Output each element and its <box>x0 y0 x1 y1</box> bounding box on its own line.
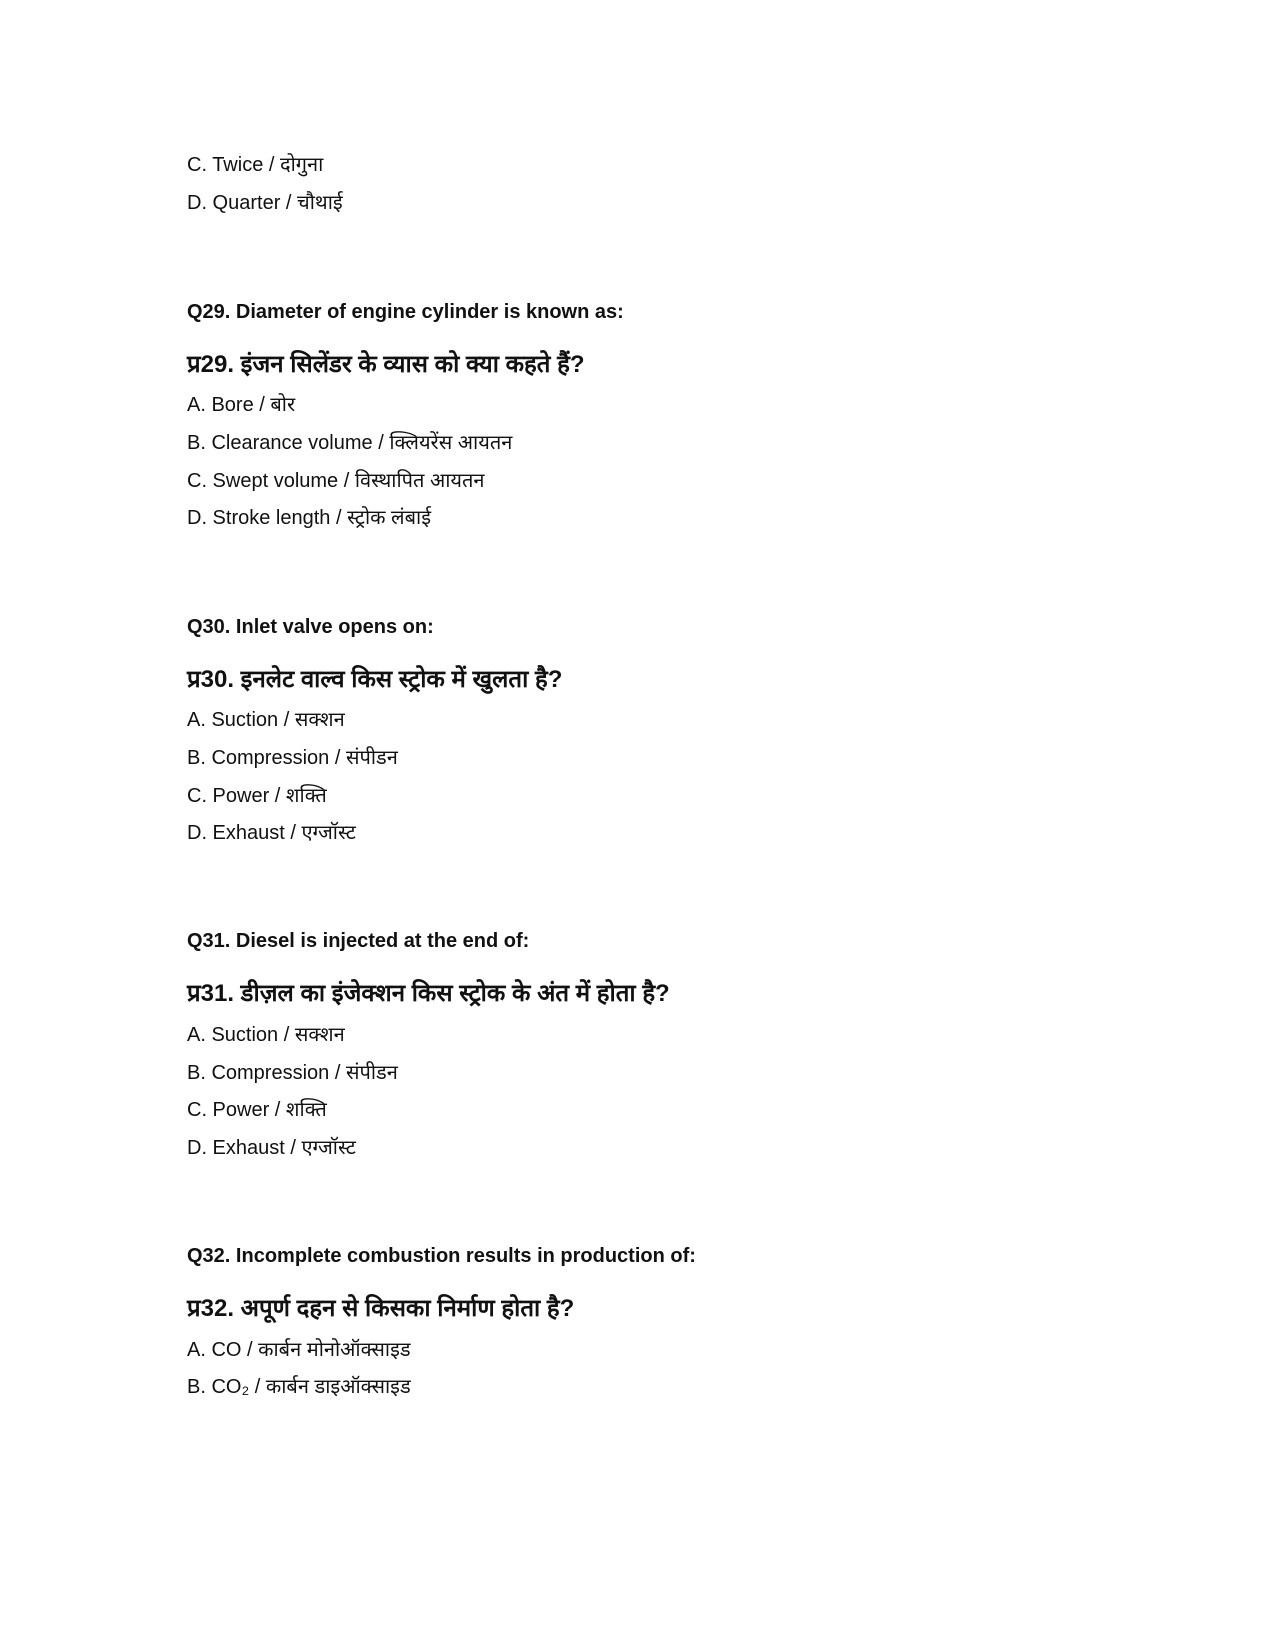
question-29-english: Q29. Diameter of engine cylinder is known as: <box>187 301 624 323</box>
question-30-option-b: B. Compression / संपीडन <box>187 747 398 769</box>
question-31-option-d: D. Exhaust / एग्जॉस्ट <box>187 1137 356 1159</box>
question-29-option-c: C. Swept volume / विस्थापित आयतन <box>187 470 485 492</box>
question-31-option-c: C. Power / शक्ति <box>187 1099 327 1121</box>
question-31-option-b: B. Compression / संपीडन <box>187 1062 398 1084</box>
question-29-option-d: D. Stroke length / स्ट्रोक लंबाई <box>187 507 432 529</box>
question-30-option-d: D. Exhaust / एग्जॉस्ट <box>187 822 356 844</box>
question-32-english: Q32. Incomplete combustion results in production of: <box>187 1245 696 1267</box>
question-31-option-a: A. Suction / सक्शन <box>187 1024 345 1046</box>
question-31-english: Q31. Diesel is injected at the end of: <box>187 930 530 952</box>
question-30-english: Q30. Inlet valve opens on: <box>187 616 434 638</box>
option-c-twice: C. Twice / दोगुना <box>187 154 324 176</box>
option-d-quarter: D. Quarter / चौथाई <box>187 192 343 214</box>
question-29-option-b: B. Clearance volume / क्लियरेंस आयतन <box>187 432 513 454</box>
question-32-option-b: B. CO₂ / कार्बन डाइऑक्साइड <box>187 1376 411 1398</box>
question-32-option-a: A. CO / कार्बन मोनोऑक्साइड <box>187 1339 411 1361</box>
question-30-option-c: C. Power / शक्ति <box>187 785 327 807</box>
question-31-hindi: प्र31. डीज़ल का इंजेक्शन किस स्ट्रोक के अंत में होता है? <box>187 980 670 1007</box>
question-30-hindi: प्र30. इनलेट वाल्व किस स्ट्रोक में खुलता है? <box>187 666 563 693</box>
question-29-option-a: A. Bore / बोर <box>187 394 296 416</box>
question-30-option-a: A. Suction / सक्शन <box>187 709 345 731</box>
question-32-hindi: प्र32. अपूर्ण दहन से किसका निर्माण होता है? <box>187 1295 575 1322</box>
question-29-hindi: प्र29. इंजन सिलेंडर के व्यास को क्या कहते हैं? <box>187 351 585 378</box>
